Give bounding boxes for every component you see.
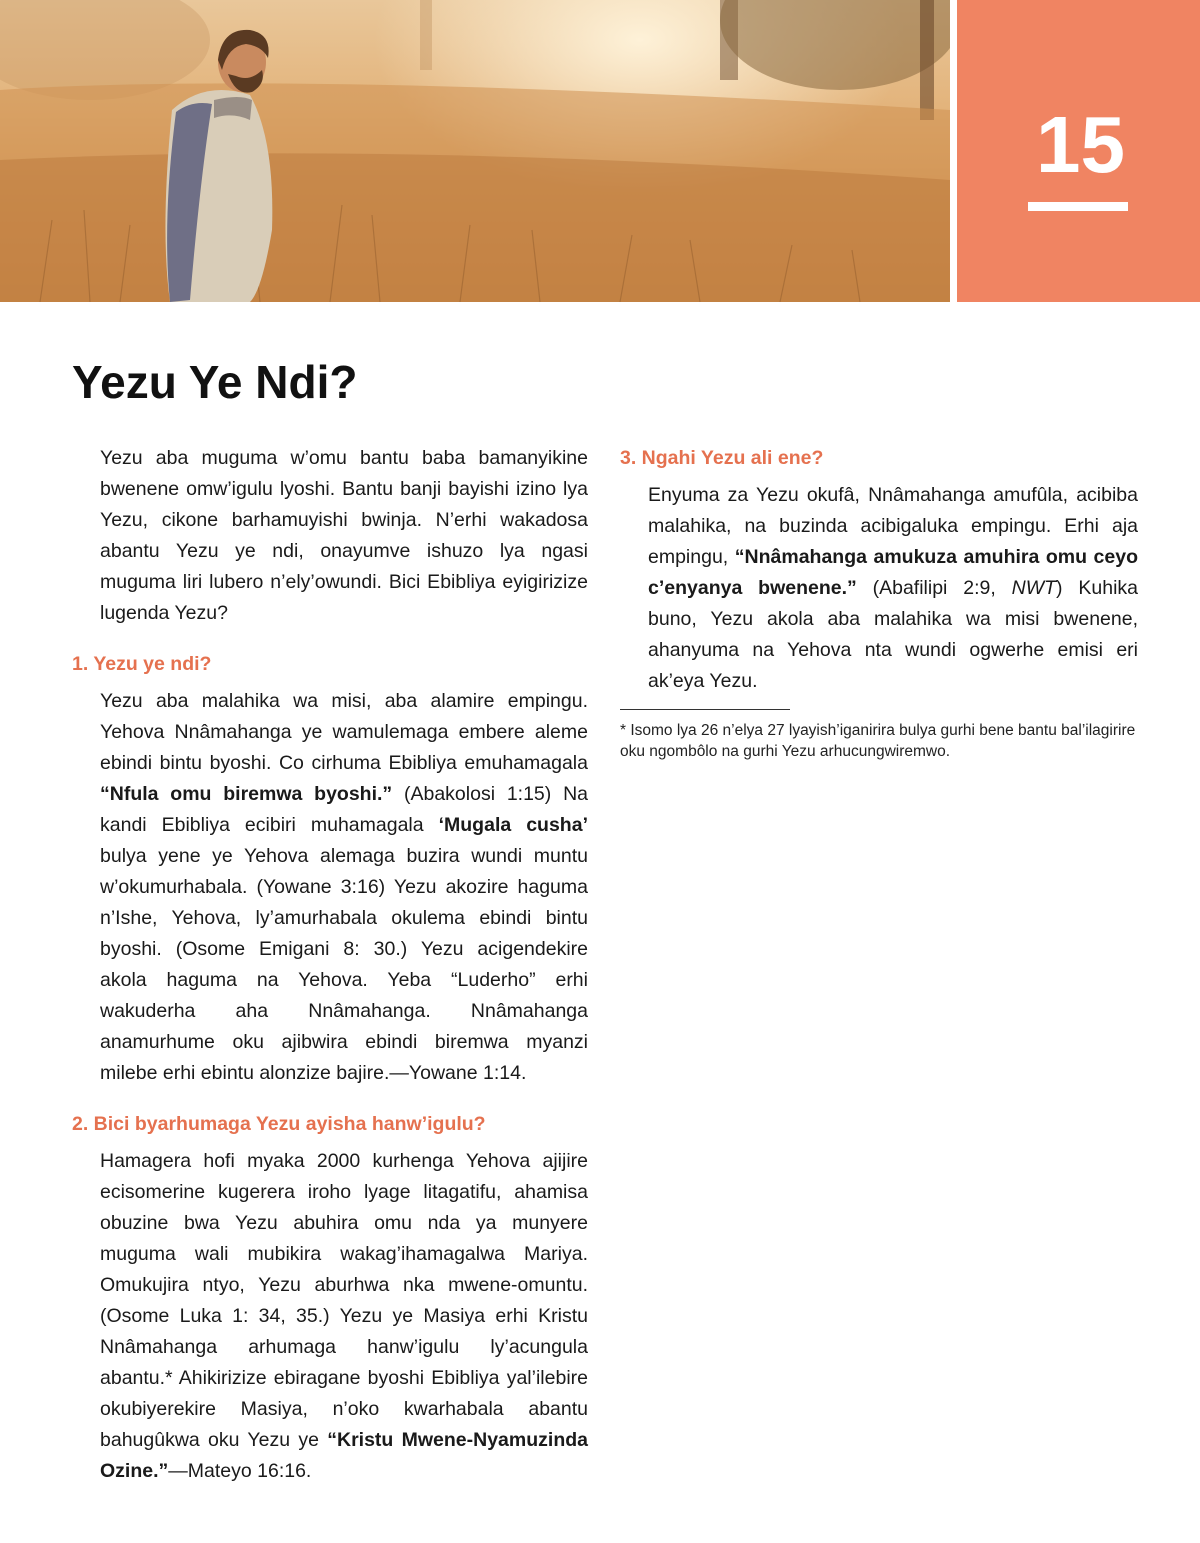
question-2-heading: 2. Bici byarhumaga Yezu ayisha hanw’igulu? (72, 1113, 486, 1135)
question-2-paragraph (72, 1146, 588, 1487)
intro-paragraph: Yezu aba muguma w’omu bantu baba bamanyikine bwenene omw’igulu lyoshi. Bantu banji bayishi izino lya Yezu, cikone barhamuyishi bwinja. N’erhi wakadosa abantu Yezu ye ndi, onayumve ishuzo lya ngasi muguma liri lubero n’ely’owundi. Bici Ebibliya eyigirizize lugenda Yezu? (100, 447, 588, 624)
text-run: (Abakolosi 1:15) Na kandi Ebibliya ecibiri muhamagala (100, 783, 588, 836)
bold-quote: “Nnâmahanga amukuza amuhira omu ceyo c’enyanya bwenene.” (648, 546, 1139, 599)
question-1-paragraph (72, 686, 588, 1089)
page-title: Yezu Ye Ndi? (72, 356, 358, 408)
left-column (72, 443, 588, 1487)
question-3-paragraph (620, 480, 1138, 697)
text-run: Enyuma za Yezu okufâ, Nnâmahanga amufûla, acibiba malahika, na buzinda acibigaluka empingu. Erhi aja empingu, (648, 484, 1138, 568)
footnote: * Isomo lya 26 n’elya 27 lyayish’iganirira bulya gurhi bene bantu bal’ilagirire oku ngombôlo na gurhi Yezu arhucungwiremwo. (620, 722, 1136, 760)
footnote-rule (620, 709, 790, 710)
question-3-heading: 3. Ngahi Yezu ali ene? (620, 447, 824, 469)
bold-quote: “Kristu Mwene-Nyamuzinda Ozine.” (100, 1429, 588, 1482)
italic-abbrev: NWT (1011, 577, 1057, 599)
bold-quote: ‘Mugala cusha’ (438, 814, 588, 836)
text-run: Yezu aba malahika wa misi, aba alamire empingu. Yehova Nnâmahanga ye wamulemaga embere aleme ebindi bintu byoshi. Co cirhuma Ebibliya emuhamagala (100, 690, 588, 774)
field-walking-figure-photo (0, 0, 950, 302)
chapter-number: 15 (1036, 100, 1125, 189)
text-run: ) Kuhika buno, Yezu akola aba malahika wa misi bwenene, ahanyuma na Yehova nta wundi ogwerhe emisi eri ak’eya Yezu. (648, 577, 1138, 692)
text-run: Hamagera hofi myaka 2000 kurhenga Yehova ajijire ecisomerine kugerera iroho lyage litagatifu, ahamisa obuzine bwa Yezu abuhira omu nda ya munyere muguma wali mubikira wakag’ihamagalwa Mariya. Omukujira ntyo, Yezu aburhwa nka mwene-omuntu. (Osome Luka 1: 34, 35.) Yezu ye Masiya erhi Kristu Nnâmahanga arhumaga hanw’igulu ly’acungula abantu.* Ahikirizize ebiragane byoshi Ebibliya yal’ilebire okubiyerekire Masiya, n’oko kwarhabala abantu bahugûkwa oku Yezu ye (100, 1150, 588, 1451)
text-run: —Mateyo 16:16. (168, 1460, 312, 1482)
bold-quote: “Nfula omu biremwa byoshi.” (100, 783, 393, 805)
right-column (620, 443, 1138, 762)
chapter-number-box (957, 0, 1200, 302)
question-1-heading: 1. Yezu ye ndi? (72, 653, 212, 675)
text-run: (Abafilipi 2:9, (856, 577, 1012, 599)
chapter-number-underline (1028, 202, 1128, 211)
text-run: bulya yene ye Yehova alemaga buzira wundi muntu w’okumurhabala. (Yowane 3:16) Yezu akozire haguma n’Ishe, Yehova, ly’amurhabala okulema ebindi bintu byoshi. (Osome Emigani 8: 30.) Yezu acigendekire akola haguma na Yehova. Yeba “Luderho” erhi wakuderha aha Nnâmahanga. Nnâmahanga anamurhume oku ajibwira ebindi biremwa myanzi milebe erhi ebintu alonzize bajire.—Yowane 1:14. (100, 845, 588, 1084)
header-photo (0, 0, 950, 302)
